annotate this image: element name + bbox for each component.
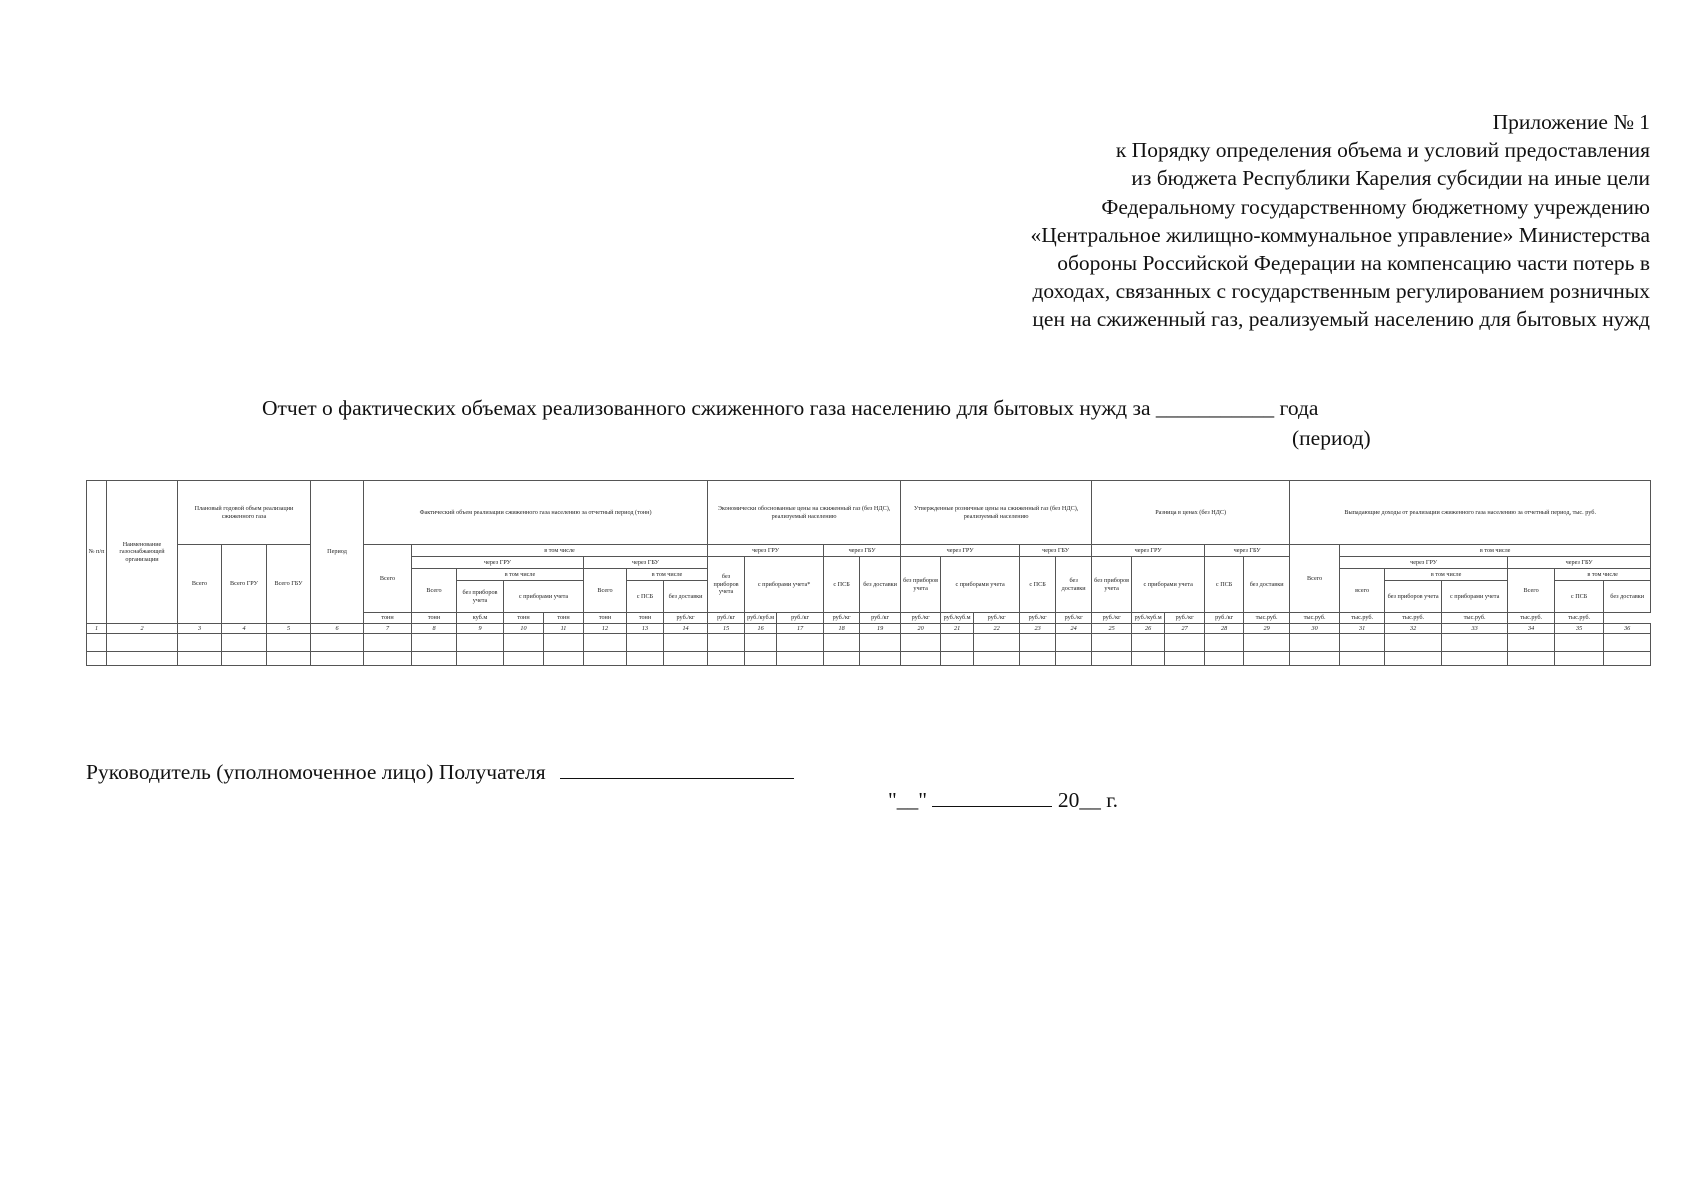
column-number: 8: [412, 624, 457, 634]
column-number: 3: [178, 624, 222, 634]
unit-cell: руб./кг: [664, 613, 708, 624]
column-number: 34: [1508, 624, 1555, 634]
column-number: 10: [504, 624, 544, 634]
header-lost-gru-incl: в том числе: [1385, 569, 1508, 581]
unit-cell: тыс.руб.: [1290, 613, 1340, 624]
header-lost-gbu-incl: в том числе: [1555, 569, 1651, 581]
appendix-line: из бюджета Республики Карелия субсидии на иные цели: [1131, 166, 1650, 191]
date-year: 20__ г.: [1057, 788, 1118, 812]
header-lost-gbu-psb: с ПСБ: [1555, 581, 1604, 613]
header-diff-s: с приборами учета: [1132, 557, 1205, 613]
appendix-line: к Порядку определения объема и условий предоставления: [1115, 138, 1650, 163]
period-caption: (период): [1292, 426, 1371, 450]
header-num: № п/п: [87, 481, 107, 624]
unit-cell: тонн: [364, 613, 412, 624]
header-econ-gru: через ГРУ: [708, 545, 824, 557]
signature-label: Руководитель (уполномоченное лицо) Получателя: [86, 760, 546, 784]
header-lost-gbu-total: Всего: [1508, 569, 1555, 613]
appendix-line: Приложение № 1: [1492, 110, 1650, 134]
table-row: [87, 634, 1651, 652]
column-number: 21: [941, 624, 974, 634]
unit-cell: руб./кг: [901, 613, 941, 624]
column-number: 29: [1244, 624, 1290, 634]
unit-cell: руб./куб.м: [1132, 613, 1165, 624]
column-number: 19: [860, 624, 901, 634]
header-planned: Плановый годовой объем реализации сжиженного газа: [178, 481, 311, 545]
header-actual-gbu-incl: в том числе: [627, 569, 708, 581]
appendix-line: «Центральное жилищно-коммунальное управление» Министерства: [1030, 222, 1650, 247]
header-actual-incl: в том числе: [412, 545, 708, 557]
header-appr-gru: через ГРУ: [901, 545, 1020, 557]
column-numbers-row: [87, 624, 1651, 634]
column-number: 23: [1020, 624, 1056, 634]
unit-cell: руб./куб.м: [745, 613, 777, 624]
header-actual: Фактический объем реализации сжиженного газа населению за отчетный период (тонн): [364, 481, 708, 545]
unit-cell: тыс.руб.: [1385, 613, 1442, 624]
column-number: 26: [1132, 624, 1165, 634]
header-lost-gbu-bezdost: без доставки: [1604, 581, 1651, 613]
column-number: 35: [1555, 624, 1604, 634]
appendix-block: [890, 108, 1650, 334]
unit-cell: руб./кг: [1056, 613, 1092, 624]
header-planned-gru: Всего ГРУ: [222, 545, 267, 624]
column-number: 20: [901, 624, 941, 634]
unit-cell: руб./кг: [1205, 613, 1244, 624]
header-lost-income: Выпадающие доходы от реализации сжиженного газа населению за отчетный период, тыс. руб.: [1290, 481, 1651, 545]
column-number: 24: [1056, 624, 1092, 634]
appendix-line: доходах, связанных с государственным регулированием розничных: [1032, 279, 1650, 304]
header-planned-gbu: Всего ГБУ: [267, 545, 311, 624]
header-actual-gru-incl: в том числе: [457, 569, 584, 581]
header-actual-total: Всего: [364, 545, 412, 613]
unit-cell: тонн: [412, 613, 457, 624]
column-number: 11: [544, 624, 584, 634]
column-number: 28: [1205, 624, 1244, 634]
unit-cell: тыс.руб.: [1555, 613, 1604, 624]
header-approved-prices: Утвержденные розничные цены на сжиженный газ (без НДС), реализуемый населению: [901, 481, 1092, 545]
column-number: 1: [87, 624, 107, 634]
unit-cell: руб./кг: [1092, 613, 1132, 624]
header-lost-gru-total: всего: [1340, 569, 1385, 613]
unit-cell: тонн: [627, 613, 664, 624]
header-econ-prices: Экономически обоснованные цены на сжиженный газ (без НДС), реализуемый населению: [708, 481, 901, 545]
column-number: 13: [627, 624, 664, 634]
unit-cell: куб.м: [457, 613, 504, 624]
column-number: 16: [745, 624, 777, 634]
header-appr-gbu: через ГБУ: [1020, 545, 1092, 557]
column-number: 33: [1442, 624, 1508, 634]
column-number: 7: [364, 624, 412, 634]
appendix-line: обороны Российской Федерации на компенсацию части потерь в: [1057, 251, 1650, 276]
column-number: 15: [708, 624, 745, 634]
header-appr-bezdost: без доставки: [1056, 557, 1092, 613]
header-econ-psb: с ПСБ: [824, 557, 860, 613]
report-title-text: Отчет о фактических объемах реализованного сжиженного газа населению для бытовых нужд за: [262, 396, 1151, 420]
header-actual-gru-bez: без приборов учета: [457, 581, 504, 613]
column-number: 30: [1290, 624, 1340, 634]
header-period: Период: [311, 481, 364, 624]
unit-cell: руб./кг: [777, 613, 824, 624]
unit-cell: руб./кг: [974, 613, 1020, 624]
unit-cell: тонн: [544, 613, 584, 624]
unit-cell: руб./куб.м: [941, 613, 974, 624]
column-number: 17: [777, 624, 824, 634]
header-lost-incl: в том числе: [1340, 545, 1651, 557]
column-number: 5: [267, 624, 311, 634]
unit-cell: тыс.руб.: [1340, 613, 1385, 624]
report-title-suffix: года: [1279, 396, 1319, 420]
unit-cell: тыс.руб.: [1244, 613, 1290, 624]
column-number: 36: [1604, 624, 1651, 634]
header-appr-bez: без приборов учета: [901, 557, 941, 613]
header-org: Наименование газоснабжающей организации: [107, 481, 178, 624]
header-econ-gbu: через ГБУ: [824, 545, 901, 557]
header-actual-gru: через ГРУ: [412, 557, 584, 569]
header-lost-gbu: через ГБУ: [1508, 557, 1651, 569]
appendix-line: цен на сжиженный газ, реализуемый населению для бытовых нужд: [1032, 307, 1650, 332]
header-actual-gbu-psb: с ПСБ: [627, 581, 664, 613]
column-number: 31: [1340, 624, 1385, 634]
header-planned-total: Всего: [178, 545, 222, 624]
header-lost-gru: через ГРУ: [1340, 557, 1508, 569]
column-number: 22: [974, 624, 1020, 634]
report-title: [262, 396, 1318, 421]
report-table: [86, 480, 1651, 666]
header-appr-s: с приборами учета: [941, 557, 1020, 613]
date-day: "__": [888, 788, 928, 812]
header-diff-psb: с ПСБ: [1205, 557, 1244, 613]
signature-line: [86, 760, 794, 785]
date-month-field[interactable]: [932, 788, 1052, 807]
header-econ-bez: без приборов учета: [708, 557, 745, 613]
column-number: 9: [457, 624, 504, 634]
header-econ-s: с приборами учета*: [745, 557, 824, 613]
column-number: 25: [1092, 624, 1132, 634]
header-lost-gru-s: с приборами учета: [1442, 581, 1508, 613]
column-number: 4: [222, 624, 267, 634]
header-econ-bezdost: без доставки: [860, 557, 901, 613]
signature-field[interactable]: [560, 760, 794, 779]
unit-cell: руб./кг: [708, 613, 745, 624]
column-number: 18: [824, 624, 860, 634]
unit-cell: руб./кг: [1020, 613, 1056, 624]
report-period-blank: ___________: [1155, 396, 1275, 420]
column-number: 27: [1165, 624, 1205, 634]
unit-cell: руб./кг: [1165, 613, 1205, 624]
header-price-diff: Разница в ценах (без НДС): [1092, 481, 1290, 545]
unit-cell: тыс.руб.: [1442, 613, 1508, 624]
header-diff-gbu: через ГБУ: [1205, 545, 1290, 557]
unit-cell: руб./кг: [860, 613, 901, 624]
header-actual-gbu-bezdost: без доставки: [664, 581, 708, 613]
column-number: 2: [107, 624, 178, 634]
signature-date: [888, 788, 1118, 813]
header-appr-psb: с ПСБ: [1020, 557, 1056, 613]
unit-cell: тыс.руб.: [1508, 613, 1555, 624]
column-number: 32: [1385, 624, 1442, 634]
appendix-line: Федеральному государственному бюджетному учреждению: [1101, 194, 1650, 219]
header-actual-gru-total: Всего: [412, 569, 457, 613]
unit-cell: руб./кг: [824, 613, 860, 624]
column-number: 12: [584, 624, 627, 634]
header-diff-bez: без приборов учета: [1092, 557, 1132, 613]
column-number: 14: [664, 624, 708, 634]
header-diff-bezdost: без доставки: [1244, 557, 1290, 613]
unit-cell: тонн: [584, 613, 627, 624]
table-row: [87, 652, 1651, 666]
header-actual-gbu: через ГБУ: [584, 557, 708, 569]
unit-cell: тонн: [504, 613, 544, 624]
header-lost-total: Всего: [1290, 545, 1340, 613]
header-lost-gru-bez: без приборов учета: [1385, 581, 1442, 613]
header-actual-gbu-total: Всего: [584, 569, 627, 613]
header-actual-gru-s: с приборами учета: [504, 581, 584, 613]
column-number: 6: [311, 624, 364, 634]
header-diff-gru: через ГРУ: [1092, 545, 1205, 557]
